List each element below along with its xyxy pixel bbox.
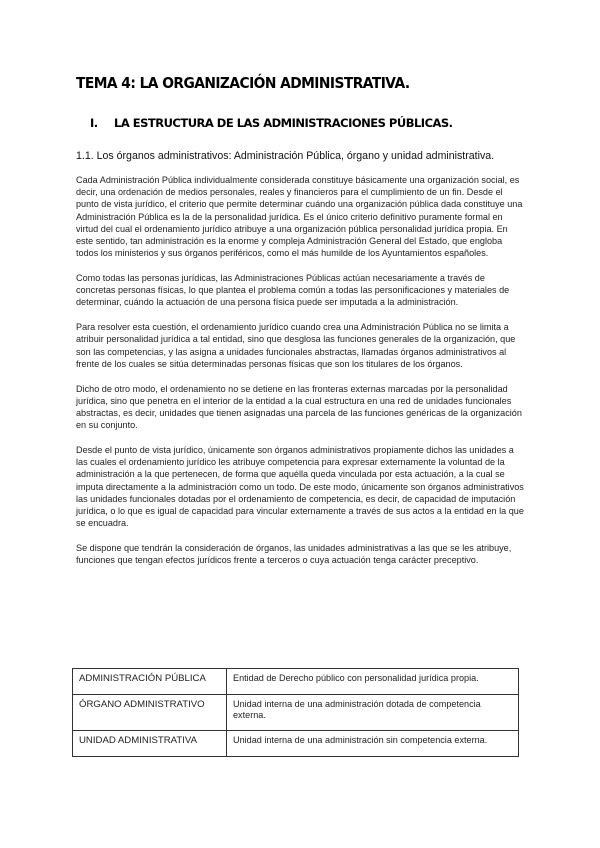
paragraph: Desde el punto de vista jurídico, únicamente son órganos administrativos propiamente dichos las unidades a las cuales el ordenamiento jurídico les atribuye competencia para expresar externamente la voluntad de la administración a la que pertenecen, de forma que aquélla queda vinculada por esta actuación, a la cual se imputa directamente a la administración como un todo. De este modo, únicamente son órganos administrativos las unidades funcionales dotadas por el ordenamiento de competencia, es decir, de capacidad de imputación jurídica, o lo que es igual de capacidad para vincular externamente a través de sus actos a la entidad en la que se encuadra. [76, 445, 524, 529]
definition-cell: Unidad interna de una administración dotada de competencia externa. [227, 695, 519, 731]
subsection-heading: 1.1. Los órganos administrativos: Administración Pública, órgano y unidad administrativa. [76, 150, 495, 162]
section-number: I. [90, 116, 98, 130]
term-cell: UNIDAD ADMINISTRATIVA [73, 731, 227, 757]
table-row [73, 695, 519, 731]
definitions-table [72, 668, 519, 757]
body-text [76, 174, 526, 579]
definition-cell: Entidad de Derecho público con personalidad jurídica propia. [227, 669, 519, 695]
term-cell: ÓRGANO ADMINISTRATIVO [73, 695, 227, 731]
table-row [73, 731, 519, 757]
section-heading [90, 116, 510, 130]
section-title: LA ESTRUCTURA DE LAS ADMINISTRACIONES PÚBLICAS. [114, 116, 453, 130]
term-cell: ADMINISTRACIÓN PÚBLICA [73, 669, 227, 695]
paragraph: Como todas las personas jurídicas, las Administraciones Públicas actúan necesariamente a través de concretas personas físicas, lo que plantea el problema común a todas las personificaciones y materiales de determinar, cuándo la actuación de una persona física puede ser imputada a la administración. [76, 273, 510, 308]
definition-cell: Unidad interna de una administración sin competencia externa. [227, 731, 519, 757]
paragraph: Cada Administración Pública individualmente considerada constituye básicamente una organización social, es decir, una ordenación de medios personales, reales y financieros para el cumplimiento de un fin. Desde el punto de vista jurídico, el criterio que permite determinar cuándo una organización pública dada constituye una Administración Pública es la de la personalidad jurídica. Es el único criterio definitivo puramente formal en virtud del cual el ordenamiento jurídico atribuye a una organización pública personalidad jurídica propia. En este sentido, tan administración es la enorme y compleja Administración General del Estado, que engloba todos los ministerios y sus órganos periféricos, como el más humilde de los Ayuntamientos españoles. [76, 175, 523, 259]
paragraph: Se dispone que tendrán la consideración de órganos, las unidades administrativas a las que se les atribuye, funciones que tengan efectos jurídicos frente a terceros o cuya actuación tenga carácter preceptivo. [76, 543, 512, 566]
paragraph: Para resolver esta cuestión, el ordenamiento jurídico cuando crea una Administración Pública no se limita a atribuir personalidad jurídica a tal entidad, sino que desglosa las funciones generales de la organización, que son las competencias, y las asigna a unidades funcionales abstractas, llamadas órganos administrativos al frente de los cuales se sitúa determinadas personas físicas que son los titulares de los órganos. [76, 322, 516, 369]
document-title: TEMA 4: LA ORGANIZACIÓN ADMINISTRATIVA. [76, 74, 410, 92]
paragraph: Dicho de otro modo, el ordenamiento no se detiene en las fronteras externas marcadas por la personalidad jurídica, sino que penetra en el interior de la entidad a la cual estructura en una red de unidades funcionales abstractas, es decir, unidades que tienen asignadas una parcela de las funciones genéricas de la organización en su conjunto. [76, 383, 522, 431]
table-row [73, 669, 519, 695]
